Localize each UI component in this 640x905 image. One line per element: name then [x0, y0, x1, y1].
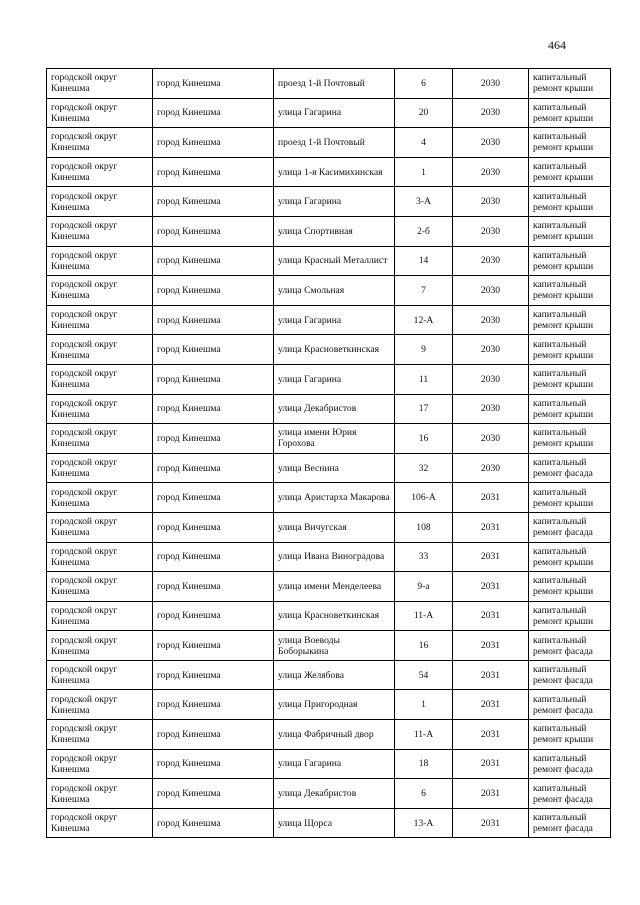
- cell-work-type: капитальный ремонт крыши: [529, 157, 611, 187]
- table-row: [47, 512, 611, 542]
- cell-street: улица Декабристов: [274, 779, 395, 809]
- cell-city: город Кинешма: [153, 631, 274, 661]
- table-row: [47, 808, 611, 838]
- cell-house-number: 4: [395, 128, 453, 158]
- cell-city: город Кинешма: [153, 364, 274, 394]
- cell-street: улица Красный Металлист: [274, 246, 395, 276]
- cell-year: 2031: [453, 572, 529, 602]
- cell-district: городской округ Кинешма: [47, 276, 153, 306]
- cell-district: городской округ Кинешма: [47, 483, 153, 513]
- cell-district: городской округ Кинешма: [47, 690, 153, 720]
- cell-house-number: 11-А: [395, 720, 453, 750]
- cell-work-type: капитальный ремонт фасада: [529, 512, 611, 542]
- cell-house-number: 9: [395, 335, 453, 365]
- table-row: [47, 128, 611, 158]
- cell-street: проезд 1-й Почтовый: [274, 128, 395, 158]
- table-row: [47, 216, 611, 246]
- cell-city: город Кинешма: [153, 424, 274, 454]
- cell-district: городской округ Кинешма: [47, 660, 153, 690]
- cell-city: город Кинешма: [153, 660, 274, 690]
- cell-street: улица имени Менделеева: [274, 572, 395, 602]
- page-number: 464: [548, 38, 566, 52]
- cell-city: город Кинешма: [153, 157, 274, 187]
- cell-year: 2031: [453, 483, 529, 513]
- cell-street: улица 1-я Касимихинская: [274, 157, 395, 187]
- cell-city: город Кинешма: [153, 512, 274, 542]
- cell-work-type: капитальный ремонт фасада: [529, 453, 611, 483]
- cell-house-number: 11-А: [395, 601, 453, 631]
- cell-work-type: капитальный ремонт крыши: [529, 98, 611, 128]
- cell-city: город Кинешма: [153, 720, 274, 750]
- cell-house-number: 54: [395, 660, 453, 690]
- cell-house-number: 14: [395, 246, 453, 276]
- cell-street: улица Гагарина: [274, 749, 395, 779]
- cell-house-number: 1: [395, 157, 453, 187]
- cell-work-type: капитальный ремонт крыши: [529, 720, 611, 750]
- cell-work-type: капитальный ремонт крыши: [529, 216, 611, 246]
- cell-house-number: 12-А: [395, 305, 453, 335]
- cell-house-number: 6: [395, 69, 453, 99]
- cell-work-type: капитальный ремонт фасада: [529, 631, 611, 661]
- cell-year: 2030: [453, 216, 529, 246]
- cell-work-type: капитальный ремонт крыши: [529, 276, 611, 306]
- cell-work-type: капитальный ремонт крыши: [529, 305, 611, 335]
- cell-year: 2031: [453, 749, 529, 779]
- cell-district: городской округ Кинешма: [47, 335, 153, 365]
- registry-table: [46, 68, 611, 838]
- cell-city: город Кинешма: [153, 779, 274, 809]
- cell-year: 2031: [453, 779, 529, 809]
- cell-house-number: 6: [395, 779, 453, 809]
- cell-year: 2030: [453, 246, 529, 276]
- cell-house-number: 7: [395, 276, 453, 306]
- table-row: [47, 187, 611, 217]
- cell-street: улица Гагарина: [274, 187, 395, 217]
- cell-street: улица Смольная: [274, 276, 395, 306]
- cell-district: городской округ Кинешма: [47, 572, 153, 602]
- cell-street: улица Вичугская: [274, 512, 395, 542]
- cell-street: улица Спортивная: [274, 216, 395, 246]
- cell-house-number: 17: [395, 394, 453, 424]
- cell-house-number: 32: [395, 453, 453, 483]
- table-row: [47, 157, 611, 187]
- cell-work-type: капитальный ремонт крыши: [529, 246, 611, 276]
- cell-street: улица Желябова: [274, 660, 395, 690]
- cell-year: 2030: [453, 453, 529, 483]
- cell-district: городской округ Кинешма: [47, 246, 153, 276]
- cell-district: городской округ Кинешма: [47, 512, 153, 542]
- cell-house-number: 20: [395, 98, 453, 128]
- cell-work-type: капитальный ремонт крыши: [529, 364, 611, 394]
- cell-city: город Кинешма: [153, 246, 274, 276]
- table-row: [47, 601, 611, 631]
- cell-year: 2031: [453, 631, 529, 661]
- table-row: [47, 631, 611, 661]
- cell-year: 2030: [453, 335, 529, 365]
- cell-work-type: капитальный ремонт фасада: [529, 660, 611, 690]
- cell-work-type: капитальный ремонт крыши: [529, 542, 611, 572]
- cell-city: город Кинешма: [153, 98, 274, 128]
- cell-city: город Кинешма: [153, 542, 274, 572]
- table-row: [47, 246, 611, 276]
- cell-street: улица имени Юрия Горохова: [274, 424, 395, 454]
- cell-house-number: 3-А: [395, 187, 453, 217]
- cell-year: 2030: [453, 187, 529, 217]
- table-row: [47, 483, 611, 513]
- cell-district: городской округ Кинешма: [47, 364, 153, 394]
- cell-work-type: капитальный ремонт крыши: [529, 187, 611, 217]
- cell-city: город Кинешма: [153, 572, 274, 602]
- cell-year: 2031: [453, 720, 529, 750]
- table-row: [47, 720, 611, 750]
- cell-city: город Кинешма: [153, 453, 274, 483]
- table-row: [47, 364, 611, 394]
- cell-district: городской округ Кинешма: [47, 779, 153, 809]
- cell-work-type: капитальный ремонт крыши: [529, 69, 611, 99]
- cell-city: город Кинешма: [153, 690, 274, 720]
- cell-work-type: капитальный ремонт крыши: [529, 601, 611, 631]
- cell-district: городской округ Кинешма: [47, 720, 153, 750]
- cell-city: город Кинешма: [153, 335, 274, 365]
- cell-street: улица Гагарина: [274, 305, 395, 335]
- cell-work-type: капитальный ремонт крыши: [529, 572, 611, 602]
- cell-city: город Кинешма: [153, 394, 274, 424]
- cell-year: 2031: [453, 808, 529, 838]
- cell-work-type: капитальный ремонт фасада: [529, 690, 611, 720]
- table-row: [47, 572, 611, 602]
- table-row: [47, 394, 611, 424]
- cell-street: проезд 1-й Почтовый: [274, 69, 395, 99]
- cell-city: город Кинешма: [153, 305, 274, 335]
- cell-street: улица Ивана Виноградова: [274, 542, 395, 572]
- cell-city: город Кинешма: [153, 128, 274, 158]
- cell-district: городской округ Кинешма: [47, 542, 153, 572]
- cell-street: улица Пригородная: [274, 690, 395, 720]
- table-row: [47, 98, 611, 128]
- cell-city: город Кинешма: [153, 216, 274, 246]
- cell-city: город Кинешма: [153, 483, 274, 513]
- cell-year: 2030: [453, 128, 529, 158]
- cell-year: 2031: [453, 542, 529, 572]
- table-row: [47, 69, 611, 99]
- cell-house-number: 33: [395, 542, 453, 572]
- table-row: [47, 335, 611, 365]
- cell-street: улица Красноветкинская: [274, 335, 395, 365]
- cell-work-type: капитальный ремонт фасада: [529, 808, 611, 838]
- cell-year: 2030: [453, 305, 529, 335]
- cell-house-number: 16: [395, 631, 453, 661]
- cell-year: 2030: [453, 69, 529, 99]
- cell-work-type: капитальный ремонт крыши: [529, 424, 611, 454]
- cell-city: город Кинешма: [153, 749, 274, 779]
- cell-district: городской округ Кинешма: [47, 128, 153, 158]
- cell-street: улица Красноветкинская: [274, 601, 395, 631]
- cell-district: городской округ Кинешма: [47, 808, 153, 838]
- cell-district: городской округ Кинешма: [47, 631, 153, 661]
- cell-district: городской округ Кинешма: [47, 305, 153, 335]
- cell-street: улица Гагарина: [274, 98, 395, 128]
- cell-street: улица Щорса: [274, 808, 395, 838]
- table-row: [47, 276, 611, 306]
- table-row: [47, 749, 611, 779]
- cell-year: 2031: [453, 512, 529, 542]
- cell-district: городской округ Кинешма: [47, 424, 153, 454]
- cell-district: городской округ Кинешма: [47, 601, 153, 631]
- cell-street: улица Аристарха Макарова: [274, 483, 395, 513]
- cell-year: 2030: [453, 424, 529, 454]
- cell-district: городской округ Кинешма: [47, 749, 153, 779]
- cell-work-type: капитальный ремонт фасада: [529, 779, 611, 809]
- cell-year: 2031: [453, 660, 529, 690]
- cell-house-number: 16: [395, 424, 453, 454]
- cell-street: улица Гагарина: [274, 364, 395, 394]
- cell-district: городской округ Кинешма: [47, 394, 153, 424]
- cell-district: городской округ Кинешма: [47, 187, 153, 217]
- cell-house-number: 9-а: [395, 572, 453, 602]
- cell-district: городской округ Кинешма: [47, 216, 153, 246]
- table-body: [47, 69, 611, 838]
- cell-work-type: капитальный ремонт крыши: [529, 335, 611, 365]
- table-row: [47, 424, 611, 454]
- cell-house-number: 108: [395, 512, 453, 542]
- table-row: [47, 690, 611, 720]
- cell-district: городской округ Кинешма: [47, 69, 153, 99]
- cell-district: городской округ Кинешма: [47, 98, 153, 128]
- cell-street: улица Воеводы Боборыкина: [274, 631, 395, 661]
- cell-street: улица Веснина: [274, 453, 395, 483]
- cell-city: город Кинешма: [153, 276, 274, 306]
- cell-year: 2030: [453, 276, 529, 306]
- cell-house-number: 106-А: [395, 483, 453, 513]
- cell-work-type: капитальный ремонт крыши: [529, 394, 611, 424]
- table-row: [47, 660, 611, 690]
- cell-year: 2031: [453, 690, 529, 720]
- cell-house-number: 13-А: [395, 808, 453, 838]
- cell-house-number: 2-б: [395, 216, 453, 246]
- table-row: [47, 542, 611, 572]
- cell-street: улица Декабристов: [274, 394, 395, 424]
- cell-city: город Кинешма: [153, 601, 274, 631]
- table-row: [47, 779, 611, 809]
- cell-city: город Кинешма: [153, 808, 274, 838]
- cell-house-number: 1: [395, 690, 453, 720]
- table-row: [47, 453, 611, 483]
- cell-house-number: 11: [395, 364, 453, 394]
- table-row: [47, 305, 611, 335]
- cell-district: городской округ Кинешма: [47, 453, 153, 483]
- cell-year: 2030: [453, 98, 529, 128]
- cell-city: город Кинешма: [153, 187, 274, 217]
- cell-house-number: 18: [395, 749, 453, 779]
- cell-work-type: капитальный ремонт крыши: [529, 128, 611, 158]
- cell-year: 2030: [453, 157, 529, 187]
- cell-year: 2031: [453, 601, 529, 631]
- cell-street: улица Фабричный двор: [274, 720, 395, 750]
- cell-work-type: капитальный ремонт крыши: [529, 483, 611, 513]
- cell-district: городской округ Кинешма: [47, 157, 153, 187]
- cell-work-type: капитальный ремонт фасада: [529, 749, 611, 779]
- cell-city: город Кинешма: [153, 69, 274, 99]
- cell-year: 2030: [453, 364, 529, 394]
- cell-year: 2030: [453, 394, 529, 424]
